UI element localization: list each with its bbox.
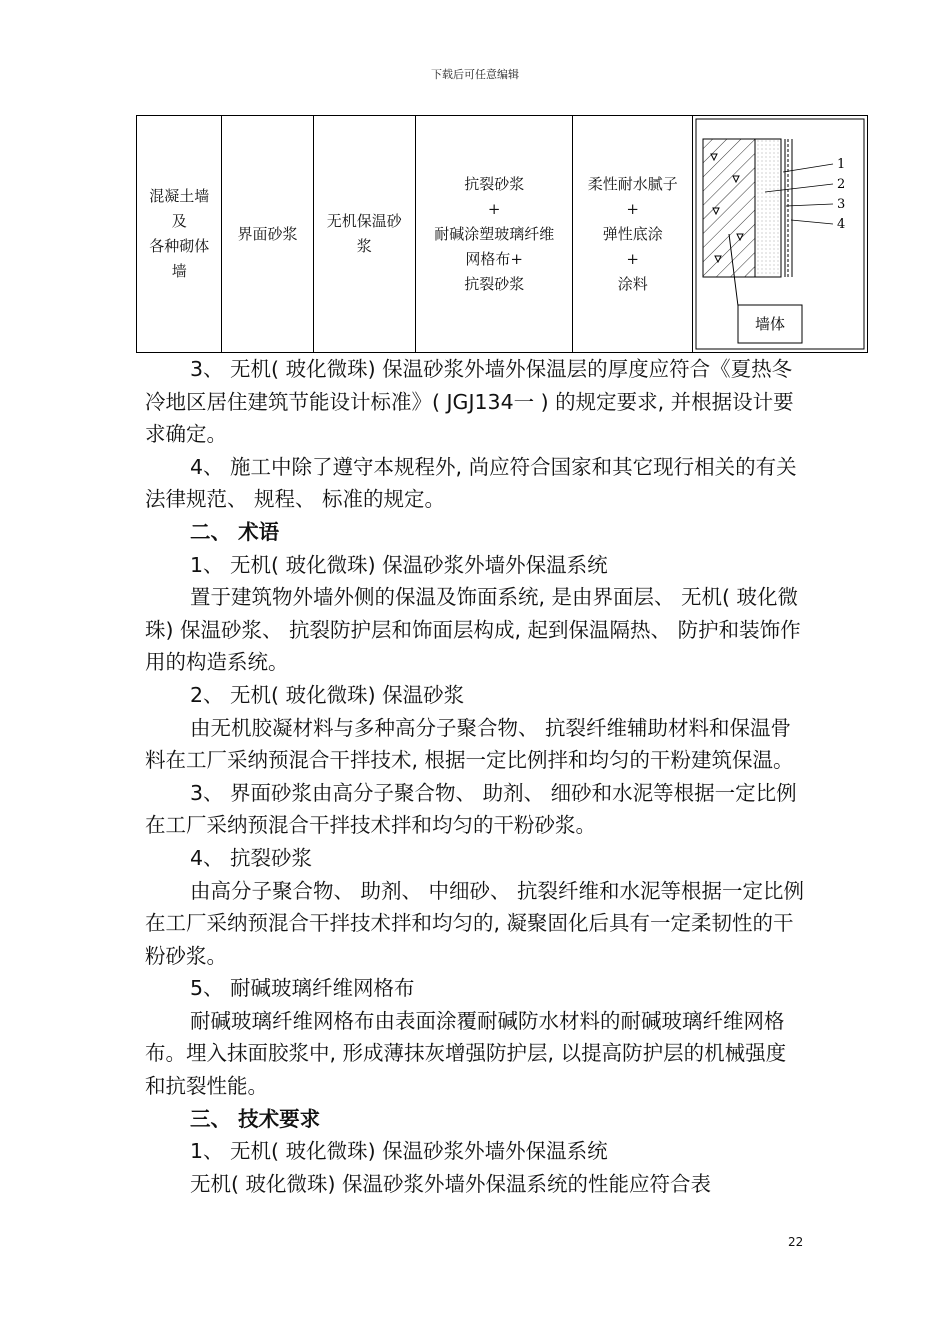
- cell-line: 混凝土墙: [149, 187, 210, 205]
- layer-number: 1: [837, 157, 846, 172]
- paragraph: 1、 无机( 玻化微珠) 保温砂浆外墙外保温系统: [190, 552, 608, 577]
- layer-number: 4: [837, 217, 846, 232]
- cell-line: 耐碱涂塑玻璃纤维: [434, 224, 555, 243]
- cell-line: +: [626, 199, 639, 218]
- page-header: 下载后可任意编辑: [431, 68, 519, 81]
- paragraph: 由无机胶凝材料与多种高分子聚合物、 抗裂纤维辅助材料和保温骨料在工厂采纳预混合干拌技术, 根据一定比例拌和均匀的干粉建筑保温。: [145, 715, 794, 773]
- cell-line: 柔性耐水腻子: [587, 174, 678, 193]
- paragraph: 耐碱玻璃纤维网格布由表面涂覆耐碱防水材料的耐碱玻璃纤维网格布。埋入抹面胶浆中, 形成薄抹灰增强防护层, 以提高防护层的机械强度和抗裂性能。: [145, 1008, 787, 1099]
- insulation-layer: [755, 139, 781, 277]
- layer-table: [136, 115, 868, 353]
- cell-line: 弹性底涂: [602, 224, 663, 243]
- cell-line: +: [487, 199, 501, 218]
- insulation-cell: [313, 116, 415, 353]
- leader-line: [786, 204, 833, 206]
- crack-resistant-cell: [415, 116, 572, 353]
- paragraph: 置于建筑物外墙外侧的保温及饰面系统, 是由界面层、 无机( 玻化微珠) 保温砂浆、 抗裂防护层和饰面层构成, 起到保温隔热、 防护和装饰作用的构造系统。: [145, 585, 801, 675]
- paragraph: 2、 无机( 玻化微珠) 保温砂浆: [190, 682, 465, 707]
- cell-line: 浆: [356, 237, 372, 255]
- wall-hatch: [703, 139, 755, 277]
- wall-cell: [137, 116, 222, 353]
- body-text: [145, 353, 805, 1200]
- cell-line: 抗裂砂浆: [464, 274, 525, 293]
- cell-line: 各种砌体: [149, 237, 210, 255]
- cell-line: 涂料: [617, 274, 648, 293]
- section-heading: 二、 术语: [190, 519, 280, 544]
- paragraph: 1、 无机( 玻化微珠) 保温砂浆外墙外保温系统: [190, 1139, 608, 1164]
- wall-label: 墙体: [754, 315, 786, 333]
- cell-line: 抗裂砂浆: [464, 174, 525, 193]
- leader-line: [783, 164, 833, 172]
- interface-cell: [222, 116, 313, 353]
- cell-line: 界面砂浆: [237, 224, 298, 243]
- wall-section-diagram: [693, 116, 867, 352]
- cell-line: 无机保温砂: [326, 212, 402, 230]
- section-heading: 三、 技术要求: [190, 1106, 321, 1131]
- leader-line: [791, 220, 833, 224]
- table-row: [137, 116, 868, 353]
- paragraph: 无机( 玻化微珠) 保温砂浆外墙外保温系统的性能应符合表: [190, 1171, 712, 1196]
- page-number: 22: [788, 1235, 804, 1249]
- layer-number: 3: [837, 197, 846, 212]
- paragraph: 3、 无机( 玻化微珠) 保温砂浆外墙外保温层的厚度应符合《夏热冬冷地区居住建筑节能设计标准》( JGJ134一 ) 的规定要求, 并根据设计要求确定。: [145, 357, 794, 447]
- diagram-cell: [693, 116, 868, 353]
- cell-line: 墙: [171, 262, 187, 280]
- paragraph: 由高分子聚合物、 助剂、 中细砂、 抗裂纤维和水泥等根据一定比例在工厂采纳预混合干拌技术拌和均匀的, 凝聚固化后具有一定柔韧性的干粉砂浆。: [145, 878, 805, 968]
- paragraph: 5、 耐碱玻璃纤维网格布: [190, 976, 415, 1001]
- cell-line: +: [626, 249, 639, 268]
- paragraph: 4、 抗裂砂浆: [190, 845, 313, 870]
- layer-number: 2: [837, 177, 846, 192]
- paragraph: 3、 界面砂浆由高分子聚合物、 助剂、 细砂和水泥等根据一定比例在工厂采纳预混合干拌技术拌和均匀的干粉砂浆。: [145, 780, 797, 838]
- finish-cell: [573, 116, 693, 353]
- cell-line: 及: [171, 212, 187, 230]
- cell-line: 网格布+: [465, 249, 523, 268]
- paragraph: 4、 施工中除了遵守本规程外, 尚应符合国家和其它现行相关的有关法律规范、 规程、 标准的规定。: [145, 454, 797, 512]
